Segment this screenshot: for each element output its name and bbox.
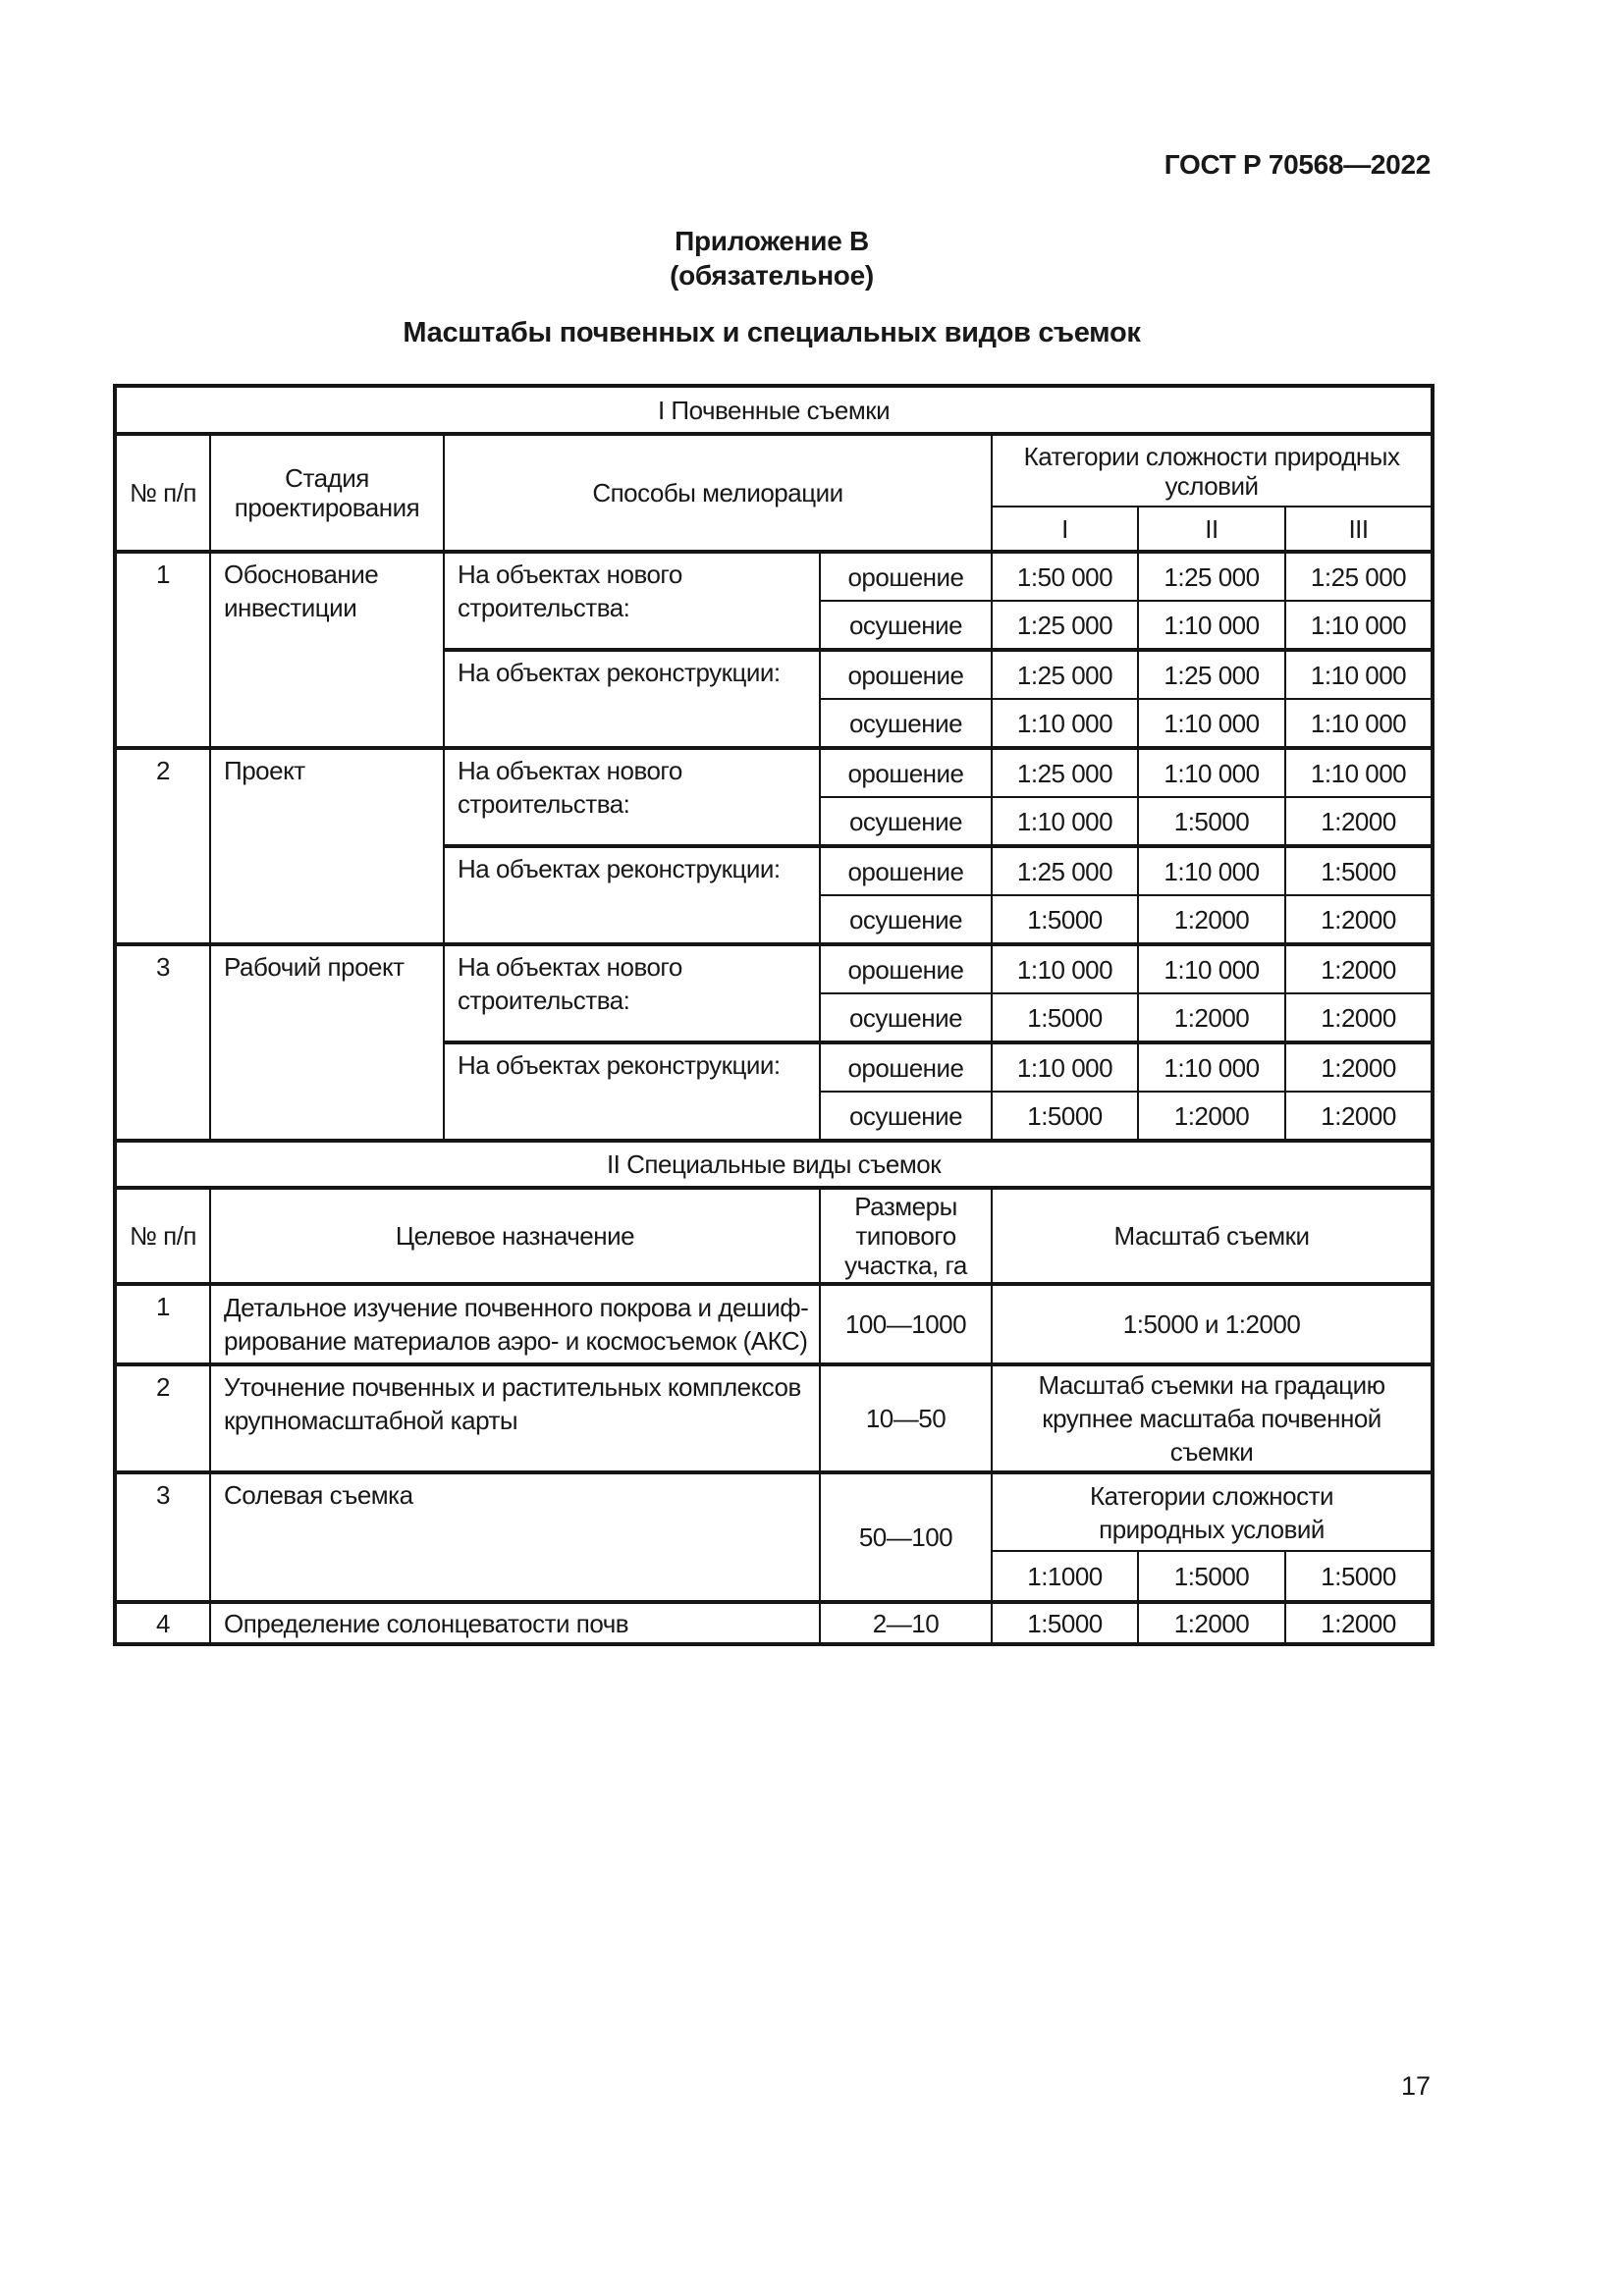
purpose-cell [210, 1364, 820, 1472]
scale-iii-cell: 1:2000 [1285, 944, 1433, 993]
text-line: Категории сложности [1090, 1480, 1334, 1511]
text-line: крупнее масштаба почвенной [1042, 1404, 1381, 1433]
scale-ii-cell: 1:2000 [1138, 993, 1285, 1042]
scale-ii-cell: 1:2000 [1138, 1602, 1285, 1644]
method-cell: орошение [820, 1042, 992, 1092]
scale-ii-cell: 1:10 000 [1138, 748, 1285, 797]
scale-iii-cell: 1:2000 [1285, 797, 1433, 846]
scale-ii-cell: 1:25 000 [1138, 552, 1285, 601]
object-cell: На объектах реконструкции: [444, 650, 820, 748]
method-cell: орошение [820, 748, 992, 797]
appendix-heading [113, 224, 1431, 293]
text-line: Детальное изучение почвенного покрова и дешиф- [224, 1293, 809, 1322]
scale-iii-cell: 1:2000 [1285, 895, 1433, 944]
scale-i-cell: 1:5000 [992, 1602, 1138, 1644]
scale-ii-cell: 1:10 000 [1138, 944, 1285, 993]
scale-ii-cell: 1:5000 [1138, 1551, 1285, 1602]
object-cell: На объектах нового строительства: [444, 944, 820, 1042]
scale-iii-cell: 1:10 000 [1285, 748, 1433, 797]
text-line: крупномасштабной карты [224, 1406, 518, 1435]
method-cell: осушение [820, 1092, 992, 1141]
stage-cell: Обоснование инвестиции [210, 552, 444, 748]
scale-i-cell: 1:5000 [992, 1092, 1138, 1141]
row-num-cell: 1 [115, 1284, 210, 1364]
method-cell: осушение [820, 699, 992, 748]
scale-ii-cell: 1:2000 [1138, 895, 1285, 944]
object-cell: На объектах реконструкции: [444, 846, 820, 944]
scale-iii-cell: 1:10 000 [1285, 699, 1433, 748]
scale-ii-cell: 1:10 000 [1138, 601, 1285, 650]
scale-i-cell: 1:5000 [992, 993, 1138, 1042]
col-header-purpose: Целевое назначение [210, 1188, 820, 1284]
text-line: Уточнение почвенных и растительных комплексов [224, 1372, 801, 1402]
appendix-note: (обязательное) [670, 260, 874, 291]
size-cell: 10—50 [820, 1364, 992, 1472]
scale-ii-cell: 1:10 000 [1138, 846, 1285, 895]
purpose-cell: Определение солонцеватости почв [210, 1602, 820, 1644]
appendix-label: Приложение В [675, 226, 869, 256]
scale-i-cell: 1:10 000 [992, 1042, 1138, 1092]
surveys-table [113, 384, 1435, 1646]
object-cell: На объектах реконструкции: [444, 1042, 820, 1141]
scale-iii-cell: 1:25 000 [1285, 552, 1433, 601]
scale-iii-cell: 1:2000 [1285, 1092, 1433, 1141]
scale-ii-cell: 1:10 000 [1138, 1042, 1285, 1092]
scale-ii-cell: 1:2000 [1138, 1092, 1285, 1141]
text-line: съемки [1169, 1437, 1254, 1467]
scale-i-cell: 1:5000 [992, 895, 1138, 944]
col-header-num: № п/п [115, 434, 210, 552]
col-header-plot-size: Размеры типового участка, га [820, 1188, 992, 1284]
row-num-cell: 1 [115, 552, 210, 748]
size-cell: 2—10 [820, 1602, 992, 1644]
scale-subheader-cell [992, 1472, 1433, 1551]
scale-i-cell: 1:50 000 [992, 552, 1138, 601]
scale-iii-cell: 1:10 000 [1285, 650, 1433, 699]
text-line: рирование материалов аэро- и космосъемок (АКС) [224, 1326, 808, 1356]
scale-cell [992, 1364, 1433, 1472]
scale-iii-cell: 1:2000 [1285, 993, 1433, 1042]
method-cell: орошение [820, 552, 992, 601]
object-cell: На объектах нового строительства: [444, 552, 820, 650]
col-header-stage: Стадия проектирования [210, 434, 444, 552]
scale-i-cell: 1:25 000 [992, 846, 1138, 895]
scale-ii-cell: 1:5000 [1138, 797, 1285, 846]
text-line: природных условий [1099, 1514, 1325, 1544]
scale-iii-cell: 1:2000 [1285, 1042, 1433, 1092]
object-cell: На объектах нового строительства: [444, 748, 820, 846]
scale-i-cell: 1:25 000 [992, 650, 1138, 699]
row-num-cell: 2 [115, 1364, 210, 1472]
scale-i-cell: 1:1000 [992, 1551, 1138, 1602]
page-number: 17 [1400, 2071, 1431, 2101]
method-cell: осушение [820, 895, 992, 944]
scale-iii-cell: 1:2000 [1285, 1602, 1433, 1644]
row-num-cell: 3 [115, 1472, 210, 1602]
doc-number: ГОСТ Р 70568—2022 [1164, 149, 1431, 180]
method-cell: орошение [820, 846, 992, 895]
page-title: Масштабы почвенных и специальных видов съемок [403, 317, 1141, 348]
col-header-scale: Масштаб съемки [992, 1188, 1433, 1284]
purpose-cell [210, 1284, 820, 1364]
scale-i-cell: 1:25 000 [992, 748, 1138, 797]
col-header-cat-ii: II [1138, 507, 1285, 552]
method-cell: осушение [820, 797, 992, 846]
stage-cell: Проект [210, 748, 444, 944]
text-line: Масштаб съемки на градацию [1038, 1370, 1385, 1400]
scale-ii-cell: 1:10 000 [1138, 699, 1285, 748]
col-header-cat-iii: III [1285, 507, 1433, 552]
scale-i-cell: 1:10 000 [992, 944, 1138, 993]
scale-cell: 1:5000 и 1:2000 [992, 1284, 1433, 1364]
stage-cell: Рабочий проект [210, 944, 444, 1141]
col-header-categories: Категории сложности природных условий [992, 434, 1433, 507]
size-cell: 100—1000 [820, 1284, 992, 1364]
method-cell: орошение [820, 650, 992, 699]
purpose-cell: Солевая съемка [210, 1472, 820, 1602]
scale-i-cell: 1:10 000 [992, 797, 1138, 846]
col-header-methods: Способы мелиорации [444, 434, 992, 552]
col-header-cat-i: I [992, 507, 1138, 552]
section1-title-cell: I Почвенные съемки [115, 386, 1433, 434]
method-cell: орошение [820, 944, 992, 993]
scale-i-cell: 1:10 000 [992, 699, 1138, 748]
method-cell: осушение [820, 601, 992, 650]
row-num-cell: 3 [115, 944, 210, 1141]
scale-iii-cell: 1:10 000 [1285, 601, 1433, 650]
scale-i-cell: 1:25 000 [992, 601, 1138, 650]
scale-iii-cell: 1:5000 [1285, 1551, 1433, 1602]
col-header-num: № п/п [115, 1188, 210, 1284]
scale-ii-cell: 1:25 000 [1138, 650, 1285, 699]
section2-title-cell: II Специальные виды съемок [115, 1141, 1433, 1188]
size-cell: 50—100 [820, 1472, 992, 1602]
method-cell: осушение [820, 993, 992, 1042]
row-num-cell: 4 [115, 1602, 210, 1644]
row-num-cell: 2 [115, 748, 210, 944]
scale-iii-cell: 1:5000 [1285, 846, 1433, 895]
